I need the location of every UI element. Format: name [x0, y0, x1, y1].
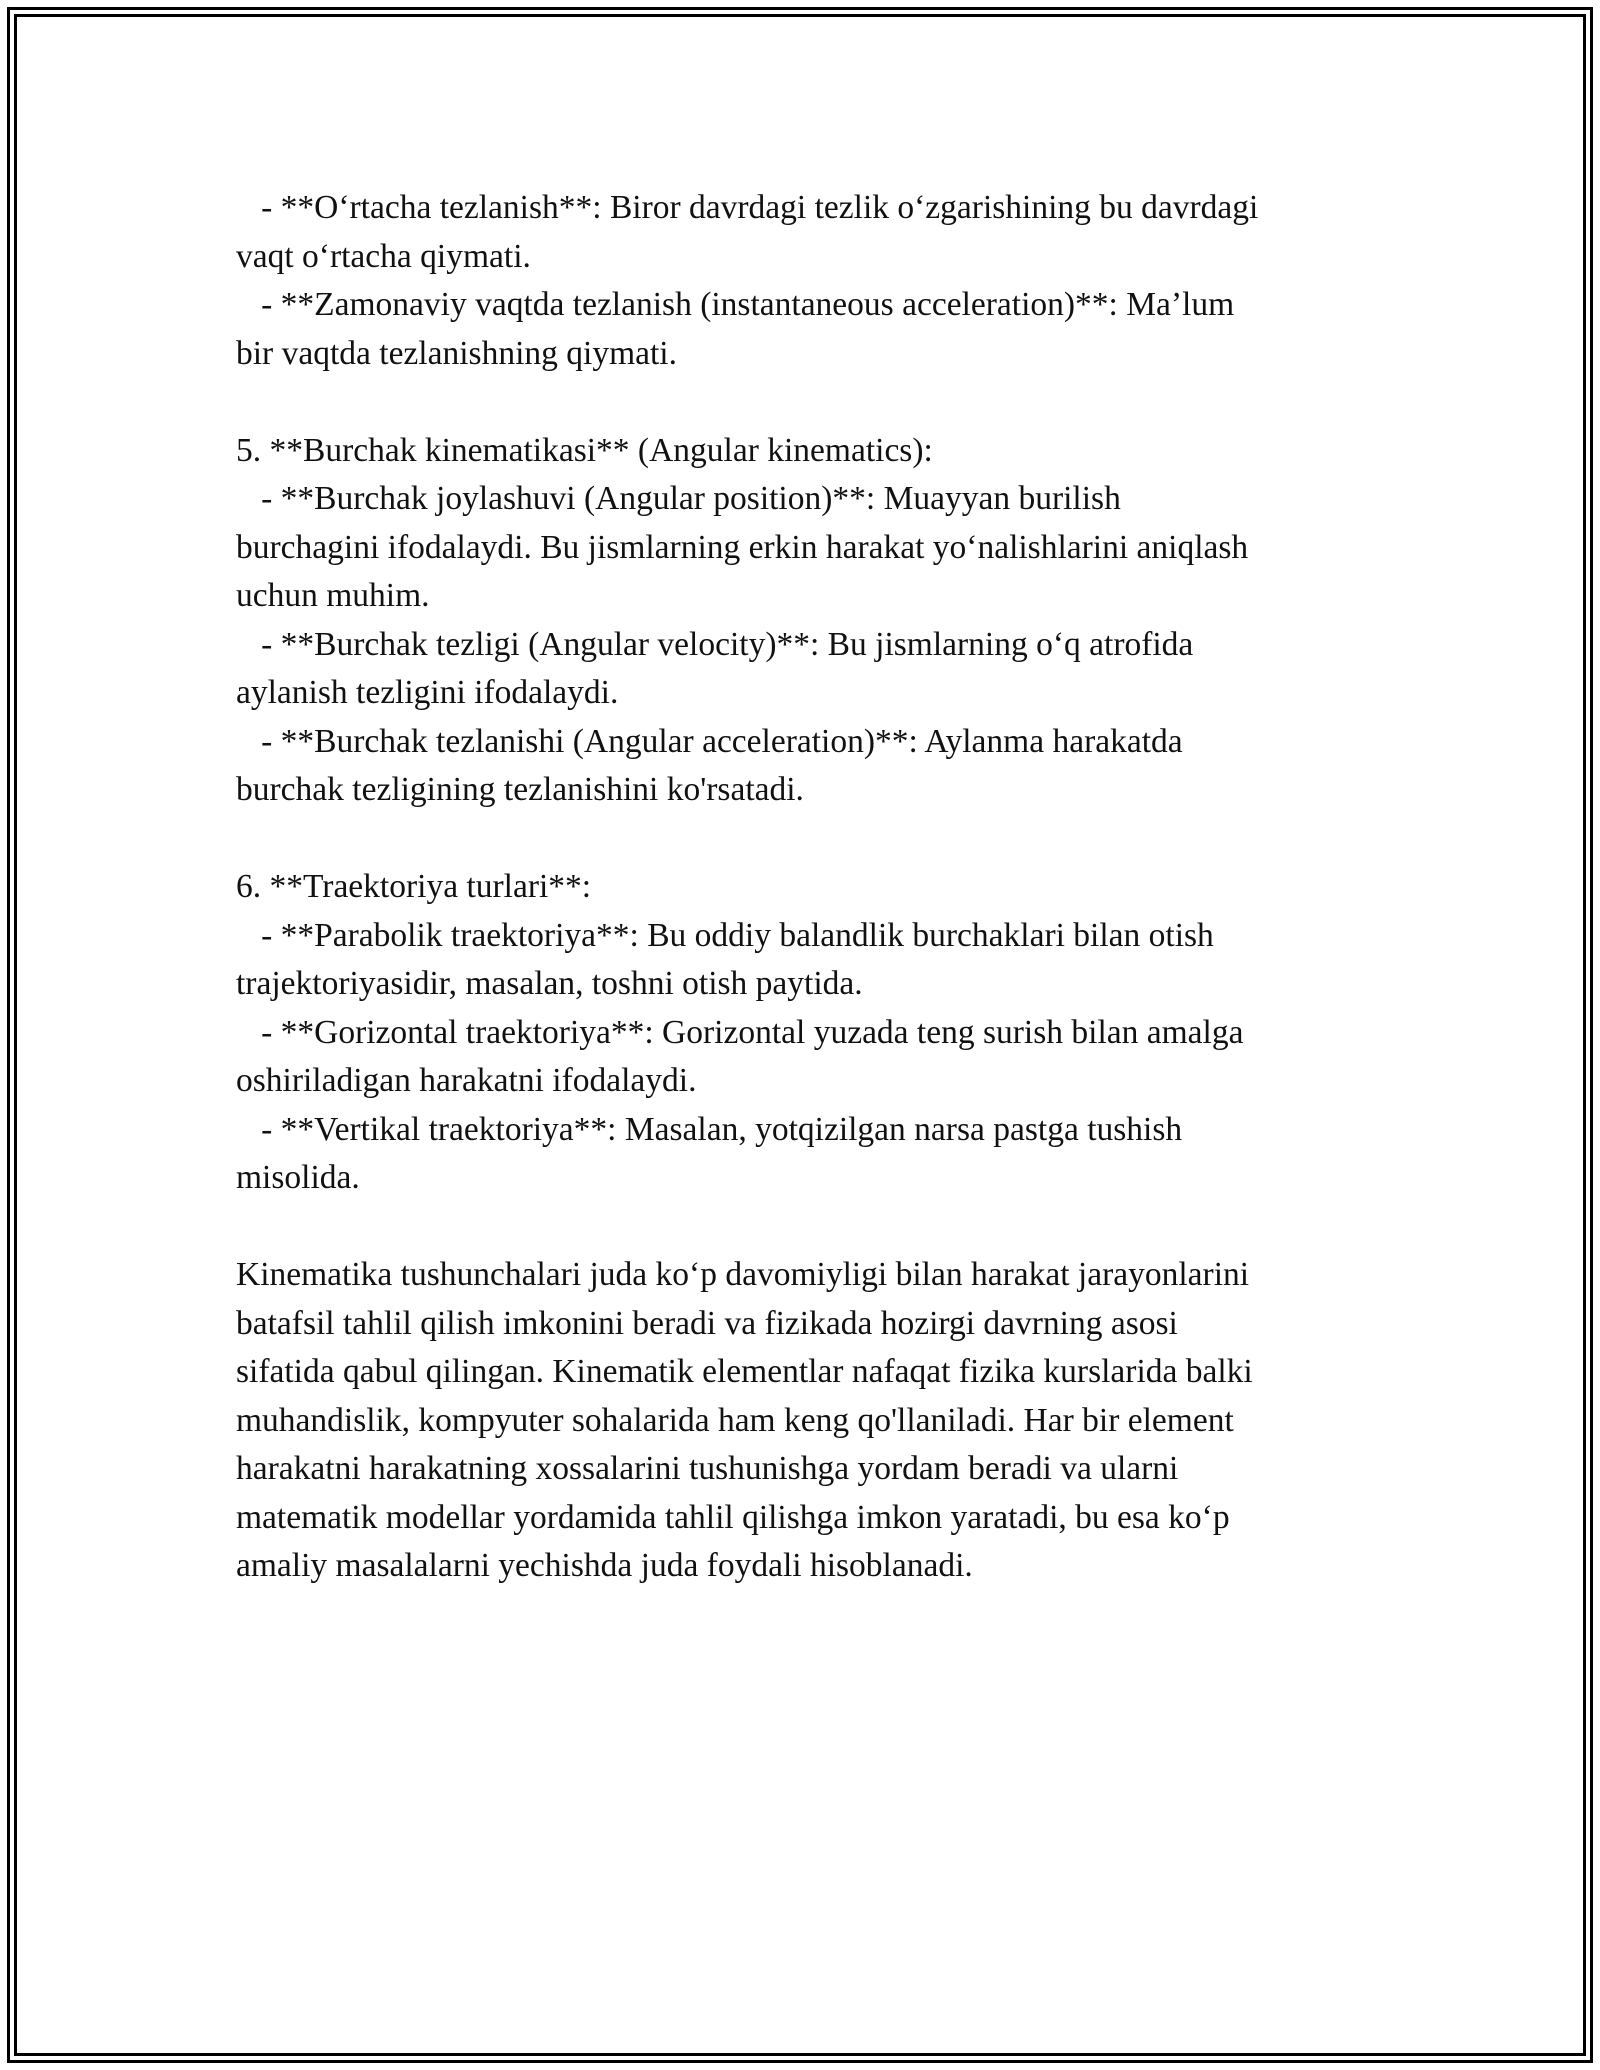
paragraph-line: harakatni harakatning xossalarini tushunishga yordam beradi va ularni	[236, 1450, 1179, 1487]
section-heading: 5. **Burchak kinematikasi** (Angular kinematics):	[236, 431, 933, 469]
paragraph-line: matematik modellar yordamida tahlil qilishga imkon yaratadi, bu esa ko‘p	[236, 1498, 1230, 1536]
text-line: bir vaqtda tezlanishning qiymati.	[236, 334, 677, 372]
text-line: - **Burchak tezlanishi (Angular acceleration)**: Aylanma harakatda	[236, 722, 1183, 760]
text-line: - **Gorizontal traektoriya**: Gorizontal yuzada teng surish bilan amalga	[236, 1013, 1244, 1051]
text-line: trajektoriyasidir, masalan, toshni otish paytida.	[236, 965, 863, 1002]
text-line: - **Burchak joylashuvi (Angular position)**: Muayyan burilish	[236, 480, 1121, 517]
section-heading: 6. **Traektoriya turlari**:	[236, 868, 592, 905]
text-line: - **Zamonaviy vaqtda tezlanish (instantaneous acceleration)**: Ma’lum	[236, 286, 1235, 323]
text-line: burchak tezligining tezlanishini ko'rsatadi.	[236, 771, 804, 808]
paragraph-line: batafsil tahlil qilish imkonini beradi va fizikada hozirgi davrning asosi	[236, 1304, 1178, 1342]
blank-line	[236, 378, 1376, 427]
paragraph-line: sifatida qabul qilingan. Kinematik elementlar nafaqat fizika kurslarida balki	[236, 1353, 1253, 1390]
text-line: burchagini ifodalaydi. Bu jismlarning erkin harakat yo‘nalishlarini aniqlash	[236, 528, 1249, 566]
paragraph-line: muhandislik, kompyuter sohalarida ham keng qo'llaniladi. Har bir element	[236, 1401, 1234, 1439]
text-line: oshiriladigan harakatni ifodalaydi.	[236, 1062, 697, 1099]
text-line: - **Parabolik traektoriya**: Bu oddiy balandlik burchaklari bilan otish	[236, 916, 1214, 954]
text-line: aylanish tezligini ifodalaydi.	[236, 674, 619, 711]
text-line: - **O‘rtacha tezlanish**: Biror davrdagi tezlik o‘zgarishining bu davrdagi	[236, 189, 1259, 226]
blank-line	[236, 1203, 1376, 1252]
text-line: - **Burchak tezligi (Angular velocity)**: Bu jismlarning o‘q atrofida	[236, 625, 1194, 663]
text-line: vaqt o‘rtacha qiymati.	[236, 237, 531, 275]
blank-line	[236, 815, 1376, 864]
text-line: uchun muhim.	[236, 577, 430, 614]
text-line: misolida.	[236, 1159, 360, 1196]
document-body	[236, 184, 1376, 1591]
paragraph-line: amaliy masalalarni yechishda juda foydali hisoblanadi.	[236, 1547, 973, 1584]
paragraph-line: Kinematika tushunchalari juda ko‘p davomiyligi bilan harakat jarayonlarini	[236, 1256, 1250, 1293]
text-line: - **Vertikal traektoriya**: Masalan, yotqizilgan narsa pastga tushish	[236, 1110, 1183, 1148]
